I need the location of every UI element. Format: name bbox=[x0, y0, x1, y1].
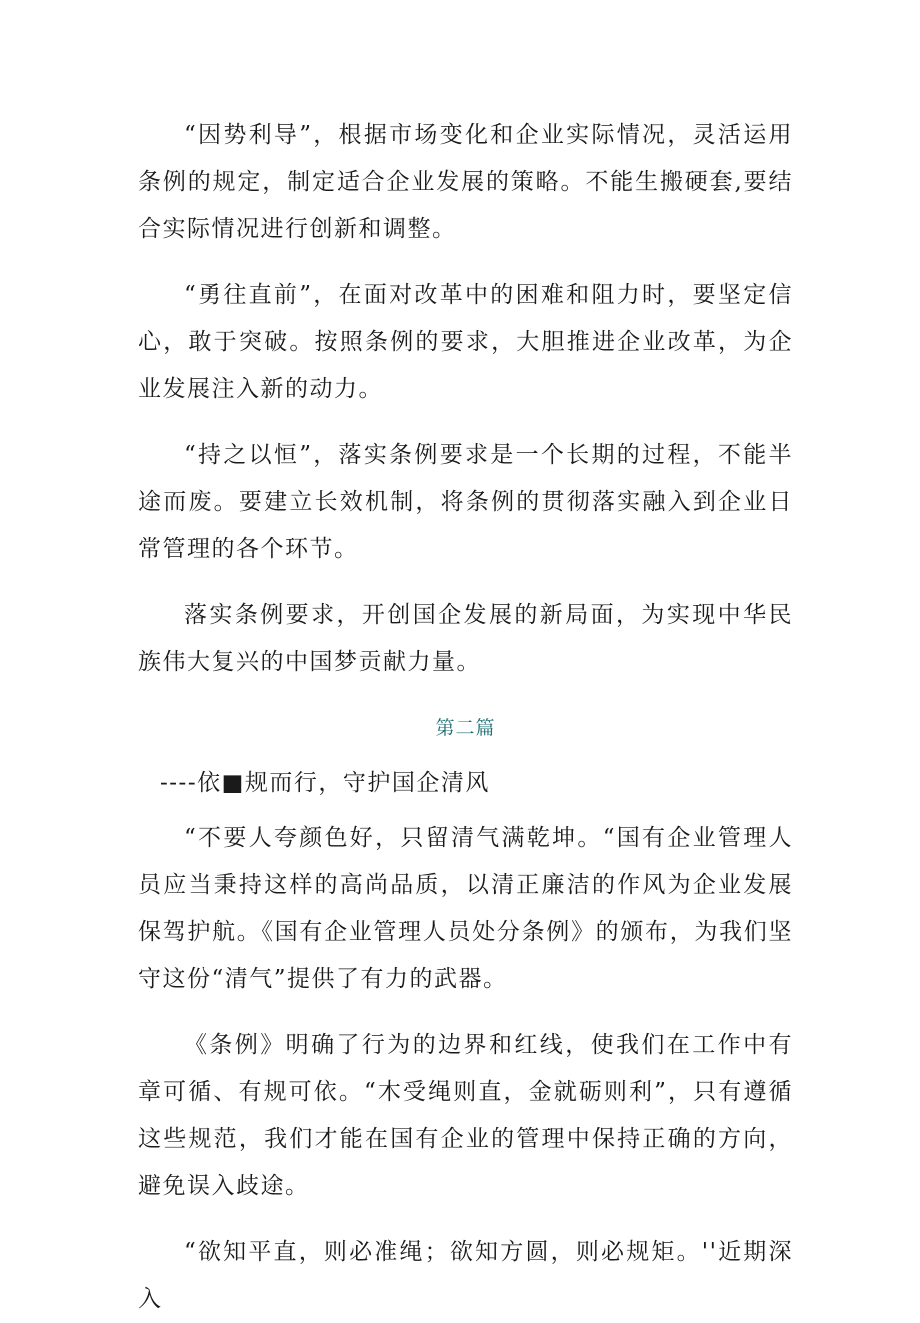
paragraph-6: 《条例》明确了行为的边界和红线，使我们在工作中有章可循、有规可依。“木受绳则直，金就砺则利”，只有遵循这些规范，我们才能在国有企业的管理中保持正确的方向，避免误入歧途。 bbox=[138, 1032, 793, 1199]
paragraph-7: “欲知平直，则必准绳；欲知方圆，则必规矩。''近期深入 bbox=[138, 1239, 793, 1312]
paragraph-4: 落实条例要求，开创国企发展的新局面，为实现中华民族伟大复兴的中国梦贡献力量。 bbox=[138, 602, 793, 675]
paragraph-3: “持之以恒”，落实条例要求是一个长期的过程，不能半途而废。要建立长效机制，将条例的贯彻落实融入到企业日常管理的各个环节。 bbox=[138, 442, 793, 562]
paragraph-5: “不要人夸颜色好，只留清气满乾坤。“国有企业管理人员应当秉持这样的高尚品质，以清正廉洁的作风为企业发展保驾护航。《国有企业管理人员处分条例》的颁布，为我们坚守这份“清气”提供了有力的武器。 bbox=[138, 825, 793, 992]
document-body bbox=[138, 112, 793, 1323]
paragraph-2: “勇往直前”，在面对改革中的困难和阻力时，要坚定信心，敢于突破。按照条例的要求，大胆推进企业改革，为企业发展注入新的动力。 bbox=[138, 282, 793, 402]
paragraph-1: “因势利导”，根据市场变化和企业实际情况，灵活运用条例的规定，制定适合企业发展的策略。不能生搬硬套,要结合实际情况进行创新和调整。 bbox=[138, 122, 793, 242]
section-title: 第二篇 bbox=[435, 717, 496, 739]
section-subtitle: ----依■规而行，守护国企清风 bbox=[160, 770, 490, 796]
